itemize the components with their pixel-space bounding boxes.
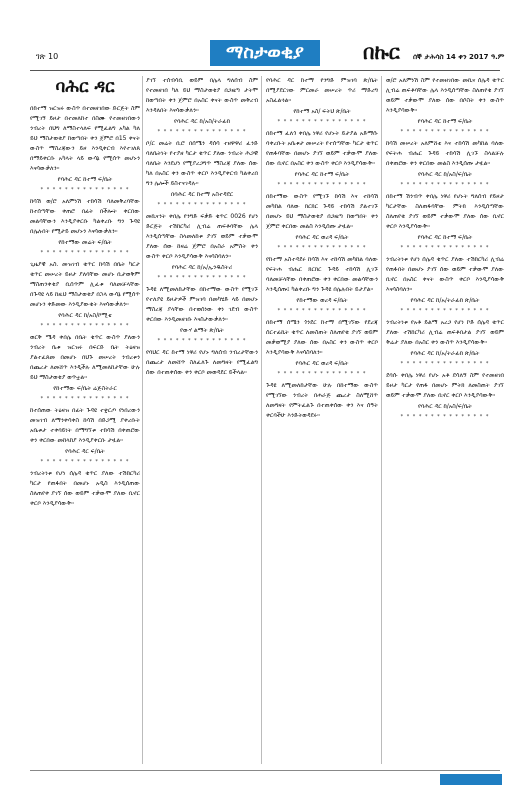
notice-signer: የከተማው ፍ/ቤት ሬጅስትራር xyxy=(53,385,117,392)
notice-signer: የከተማ አስ/ ፍትህ ጽ/ቤት xyxy=(293,108,351,115)
column-1 xyxy=(30,76,140,764)
column-divider xyxy=(142,76,143,764)
notice-block xyxy=(266,76,378,127)
notice-block xyxy=(386,139,504,190)
notice-separator: * * * * * * * * * * * * * * * xyxy=(277,182,367,188)
notice-signer: በባሕር ዳር ከተማ አስተዳደር xyxy=(170,191,234,198)
notice-text: ጉዳዩ ለሚመለከታቸው በከተማው ውስጥ የሚገኙ የተለያዩ ይዞታዎች ምዝገባ በመካሄድ ላይ በመሆኑ ማስረጃ ያላቸው በተወሰነው ቀነ ገደብ ውስጥ ቀርበው እንዲመዘገቡ እናስታውቃለን። xyxy=(146,286,258,323)
notice-text: ጊዜያዊ አስ. መዝገብ ቁጥር ከሳሽ በቤት ካርታ ቁጥር መሠረት ይዞታ ያለባቸው መሆኑ ቢታወቅም ማስጠንቀቂያ ቢሰጥም ሊፈቱ ባለመቻላቸው በጉዳዩ ላይ ከዚህ ማስታወቂያ በኋላ ውሳኔ የሚሰጥ መሆኑን ቀድመው እንዲያውቁት እናሳውቃለን። xyxy=(30,261,140,308)
issue-date: ሰኞ ታሕሳስ 14 ቀን 2017 ዓ.ም xyxy=(413,53,505,61)
notice-text: ከሳሽ ወ/ሮ አለምነሽ ተከሳሽ ባለመቅረባቸው ከተሰጣቸው ቀጠሮ በፊት በችሎት ቀርበው መልሳቸውን እንዲያቀርቡ ካልቀረቡ ግን ጉዳዩ በሌሉበት የሚታይ መሆኑን እናሳውቃለን። xyxy=(30,198,140,235)
notice-block xyxy=(30,260,140,331)
notice-signer: የባሕር ዳር ከተማ ፍ/ቤት xyxy=(417,118,473,125)
notice-text: ደባሱ ቀበሌ ነዋሪ የሆኑ አቶ ደሳለኝ ስም የተመዘገበ ይዞታ ካርታ የጠፋ በመሆኑ ምትክ ለመስጠት ያገኘ ወይም ተቃውሞ ያለው ቢኖር ቀርቦ እንዲያሳውቅ። xyxy=(386,372,504,399)
notice-signer: የባሕር ዳር ወረዳ ፍ/ቤት xyxy=(295,234,349,241)
notice-block xyxy=(386,318,504,369)
notice-signer: የባሕር ዳር ወረዳ ፍ/ቤት xyxy=(295,360,349,367)
notice-block xyxy=(146,139,258,210)
notice-text: በከተማ ሽንብጥ ቀበሌ ነዋሪ የሆኑት ግለሰብ የይዞታ ካርታቸው ስለጠፋባቸው ምትክ እንዲሰጣቸው ስለጠየቁ ያገኘ ወይም ተቃውሞ ያለው ሰው ቢኖር ቀርቦ እንዲያሳውቅ። xyxy=(386,193,504,230)
notice-text: የከተማ አስተዳደሩ ከሳሽ እና ተከሳሽ መካከል ባለው የፍትሐ ብሔር ክርክር ጉዳይ ተከሳሽ ሊገኙ ባለመቻላቸው በቀጠሮው ቀን ቀርበው መልሳቸውን እንዲሰጡ፤ ካልቀረቡ ግን ጉዳዩ በሌሉበት ይታያል። xyxy=(266,256,378,293)
notice-block xyxy=(266,381,378,421)
notice-block xyxy=(266,255,378,316)
notice-separator: * * * * * * * * * * * * * * * xyxy=(157,129,247,135)
notice-signer: የባሕር ዳር ከ/አስ/ፍ/ቤት xyxy=(417,171,473,178)
notice-separator: * * * * * * * * * * * * * * * xyxy=(157,275,247,281)
notice-separator: * * * * * * * * * * * * * * * xyxy=(277,371,367,377)
notice-text: ወርቅ ሜዳ ቀበሌ በቤት ቁጥር ውስጥ ያለውን ንብረት ቤቱ ዝርዝሩ በፍርድ ቤት ትዕዛዝ ያልተፈጸመ በመሆኑ በህጉ መሠረት ንብረቱን በጨረታ ለመሸጥ እንዲችሉ ለሚመለከታቸው ሁሉ ይህ ማስታወቂያ ወጥቷል። xyxy=(30,334,140,381)
notice-text: ወ/ሮ አለምነሽ ስም የተመዘገበው መኪና ሰሌዳ ቁጥር ሊብሬ ጠፍቶባቸው ሌላ እንዲሰጣቸው ስለጠየቁ ያገኘ ወይም ተቃውሞ ያለው ሰው በሶስት ቀን ውስጥ እንዲያሳውቅ። xyxy=(386,77,504,114)
notice-separator: * * * * * * * * * * * * * * * xyxy=(40,323,130,329)
notice-signer: የውሃ ልማት ጽ/ቤት xyxy=(180,327,224,334)
notice-block xyxy=(30,333,140,404)
notice-block xyxy=(146,285,258,346)
notice-text: በከተማ ሰሜን ጎንደር ከተማ በሚገኘው የደረጃ ሰርተፊኬት ቁጥር ለመስጠት ስለጠየቁ ያገኘ ወይም መቃወሚያ ያለው ሰው በአስር ቀን ውስጥ ቀርቦ እንዲያሳውቅ እናሳስባለን። xyxy=(266,319,378,356)
notice-text: መኪናንት ቀበሌ የንግድ ፍቃድ ቁጥር 0026 የሆነ ድርጅት ተሽከርካሪ ሊብሬ ጠፍቶባቸው ሌላ እንዲሰጣቸው ስላመለከቱ ያገኘ ወይም ተቃውሞ ያለው ሰው ከዛሬ ጀምሮ በአስራ አምስት ቀን ውስጥ ቀርቦ እንዲያሳውቅ እናሳስባለን። xyxy=(146,213,258,260)
notice-block xyxy=(266,192,378,253)
notice-separator: * * * * * * * * * * * * * * * xyxy=(400,245,490,251)
notice-separator: * * * * * * * * * * * * * * * xyxy=(277,245,367,251)
notice-separator: * * * * * * * * * * * * * * * xyxy=(400,182,490,188)
notice-signer: የባሕር ዳር ፍ/ቤት xyxy=(65,448,105,455)
notice-signer: የከተማው መሬት ፍ/ቤት xyxy=(58,239,112,246)
column-4 xyxy=(386,76,504,764)
notice-block xyxy=(266,318,378,379)
notice-block xyxy=(386,192,504,253)
column-divider xyxy=(261,76,262,764)
notice-separator: * * * * * * * * * * * * * * * xyxy=(157,338,247,344)
notice-separator: * * * * * * * * * * * * * * * xyxy=(400,129,490,135)
notice-signer: የባሕር ዳር ከተማ ፍ/ቤት xyxy=(57,176,113,183)
notice-separator: * * * * * * * * * * * * * * * xyxy=(400,308,490,314)
notice-text: ከሳሽ መሠረት አለምሸቴ እና ተከሳሽ መካከል ባለው የፍትሐ ብሔር ጉዳይ ተከሳሽ ሊገኙ ስላልቻሉ በቀጠሮው ቀን ቀርበው መልስ እንዲሰጡ ታዟል። xyxy=(386,140,504,167)
notice-block xyxy=(146,212,258,283)
page-header xyxy=(0,0,525,70)
column-2 xyxy=(146,76,258,764)
notice-separator: * * * * * * * * * * * * * * * xyxy=(40,250,130,256)
notice-separator: * * * * * * * * * * * * * * * xyxy=(277,308,367,314)
notice-text: ጉዳዩ ለሚመለከታቸው ሁሉ በከተማው ውስጥ የሚገኘው ንብረት በሐራጅ ጨረታ ስለሚሸጥ ለመግዛት የምትፈልጉ በተጠቀሰው ቀን እና ሰዓት ቀርባችሁ እንድትወዳደሩ። xyxy=(266,382,378,419)
notice-signer: የባሕር ዳር ከ/አስ/ፍ/ቤት xyxy=(417,403,473,410)
notice-text: በከተማ ዝርዝሩ ውስጥ በተመዘገበው ድርጅት ስም የሚገኝ ይዞታ በተመለከተ በስሙ የተመዘገበውን ንብረት በህግ ለማስተላለፍ የሚፈልግ አካል ካለ ይህ ማስታወቂያ ከወጣበት ቀን ጀምሮ በ15 ቀናት ውስጥ ማስረጃውን ይዞ እንዲቀርብ እየተገለጸ በማይቀርቡ አካላት ላይ ውሳኔ የሚሰጥ መሆኑን እናሳውቃለን። xyxy=(30,105,140,172)
notice-block xyxy=(30,469,140,509)
notice-block xyxy=(30,197,140,258)
notice-separator: * * * * * * * * * * * * * * * xyxy=(400,414,490,420)
section-title: በኩር xyxy=(363,40,400,64)
notice-text: ያገኘ ተሰብሳቢ ወይም በሌላ ግለሰብ ስም የተመዘገበ ካለ ይህ ማስታወቂያ በጋዜጣ ታትሞ ከወጣበት ቀን ጀምሮ በአስር ቀናት ውስጥ መቅረብ እንዳለበት እናሳውቃለን። xyxy=(146,77,258,114)
notice-separator: * * * * * * * * * * * * * * * xyxy=(40,459,130,465)
notice-separator: * * * * * * * * * * * * * * * xyxy=(400,361,490,367)
column-3 xyxy=(266,76,378,764)
notice-signer: የባሕር ዳር ከተማ ፍ/ቤት xyxy=(294,171,350,178)
notice-text: የባሕር ዳር ከተማ የንግድ ምዝገባ ጽ/ቤት በሚያደርገው ምርመራ መሠረት ጥሪ ማድረግ አስፈልጓል። xyxy=(266,77,378,104)
notice-separator: * * * * * * * * * * * * * * * xyxy=(277,119,367,125)
notice-signer: የባሕር ዳር ከተማ ፍ/ቤት xyxy=(417,234,473,241)
notice-signer: የከተማው ወረዳ ፍ/ቤት xyxy=(296,297,348,304)
notice-signer: የባሕር ዳር ከ/አስ/ትራፊክ xyxy=(174,118,230,125)
notice-separator: * * * * * * * * * * * * * * * xyxy=(157,202,247,208)
notice-separator: * * * * * * * * * * * * * * * xyxy=(40,396,130,402)
header-rule xyxy=(30,70,500,71)
notice-separator: * * * * * * * * * * * * * * * xyxy=(40,187,130,193)
column-heading: ባሕር ዳር xyxy=(55,77,115,97)
masthead: ማስታወቂያ xyxy=(210,40,320,66)
column-divider xyxy=(381,76,382,764)
notice-block xyxy=(146,348,258,378)
page-number: ገጽ 10 xyxy=(36,52,59,61)
notice-signer: የባሕር ዳር ከ/አስ/ኮሚቴ xyxy=(58,312,112,319)
notice-block xyxy=(30,104,140,195)
notice-text: ቦ/ር መሬት ቢሮ በሰሜን ዳሰሳ ተዘዋዋሪ ፈንድ ባለቤትነት የተያዘ ካርታ ቁጥር ያለው ንብረት ሕጋዊ ባለቤት እንደሆነ የሚያረጋግጥ ማስረጃ ያለው ሰው ካለ በአስር ቀን ውስጥ ቀርቦ እንዲያቀርብ ካልቀረበ ግን ሌሎች ይስተናገዳሉ። xyxy=(146,140,258,187)
footer-brand-box xyxy=(440,774,502,785)
notice-text: በከተማው ውስጥ የሚገኙ ከሳሽ እና ተከሳሽ መካከል ባለው ክርክር ጉዳይ ተከሳሽ ያልተገኙ በመሆኑ ይህ ማስታወቂያ በጋዜጣ ከወጣበት ቀን ጀምሮ ቀርበው መልስ እንዲሰጡ ታዟል። xyxy=(266,193,378,230)
notice-block xyxy=(386,255,504,316)
notice-block xyxy=(30,406,140,467)
footer-rule xyxy=(30,770,500,771)
notice-signer: የባሕር ዳር ከ/አ/ኢንዱስትሪ xyxy=(171,264,233,271)
notice-text: ንብረትነቱ የሆነ ሰሌዳ ቁጥር ያለው ተሽከርካሪ ካርታ የጠፋበት በመሆኑ አዲስ እንዲሰጠው ስለጠየቀ ያገኘ ሰው ወይም ተቃውሞ ያለው ቢኖር ቀርቦ እንዲያሳውቅ። xyxy=(30,470,140,507)
notice-text: ከተሰጠው ትዕዛዝ በፊት ጉዳዩ ተቋርጦ የነበረውን መዝገብ ለማንቀሳቀስ ከሳሽ በድጋሚ ያቀረቡት አቤቱታ ተቀባይነት በማግኘቱ ተከሳሽ በቀጠሮው ቀን ቀርበው መከላከያ እንዲያቀርቡ ታዟል። xyxy=(30,407,140,444)
notice-block xyxy=(386,76,504,137)
notice-block xyxy=(266,129,378,190)
notice-signer: የባሕር ዳር ከ/አ/ትራፊክ ጽ/ቤት xyxy=(410,297,480,304)
notice-block xyxy=(146,76,258,137)
notice-block xyxy=(386,371,504,422)
notice-text: የባህር ዳር ከተማ ነዋሪ የሆኑ ግለሰብ ንብረታቸውን በጨረታ ለመሸጥ ስለፈለጉ ለመግዛት የሚፈልግ ሰው በተጠቀሰው ቀን ቀርቦ መወዳደር ይችላል። xyxy=(146,349,258,376)
notice-text: ንብረትነቱ የሆነ ሰሌዳ ቁጥር ያለው ተሽከርካሪ ሊብሬ የጠፋበት በመሆኑ ያገኘ ሰው ወይም ተቃውሞ ያለው ቢኖር በአስር ቀናት ውስጥ ቀርቦ እንዲያሳውቅ እናሳስባለን። xyxy=(386,256,504,293)
notice-text: በከተማ ፈለጎ ቀበሌ ነዋሪ የሆኑት ይታያል አድማሱ ባቀረቡት አቤቱታ መሠረት የተሰጣቸው ካርታ ቁጥር የጠፋባቸው በመሆኑ ያገኘ ወይም ተቃውሞ ያለው ሰው ቢኖር በአስር ቀን ውስጥ ቀርቦ እንዲያሳውቅ። xyxy=(266,130,378,167)
notice-text: ንብረትነቱ የአቶ ይልማ አረጋ የሆነ ኮድ ሰሌዳ ቁጥር ያለው ተሽከርካሪ ሊብሬ ጠፍቶበታል ያገኘ ወይም ቅሬታ ያለው በአስር ቀን ውስጥ እንዲያሳውቅ። xyxy=(386,319,504,346)
notice-signer: የባሕር ዳር ከ/አ/ትራፊክ ጽ/ቤት xyxy=(410,350,480,357)
